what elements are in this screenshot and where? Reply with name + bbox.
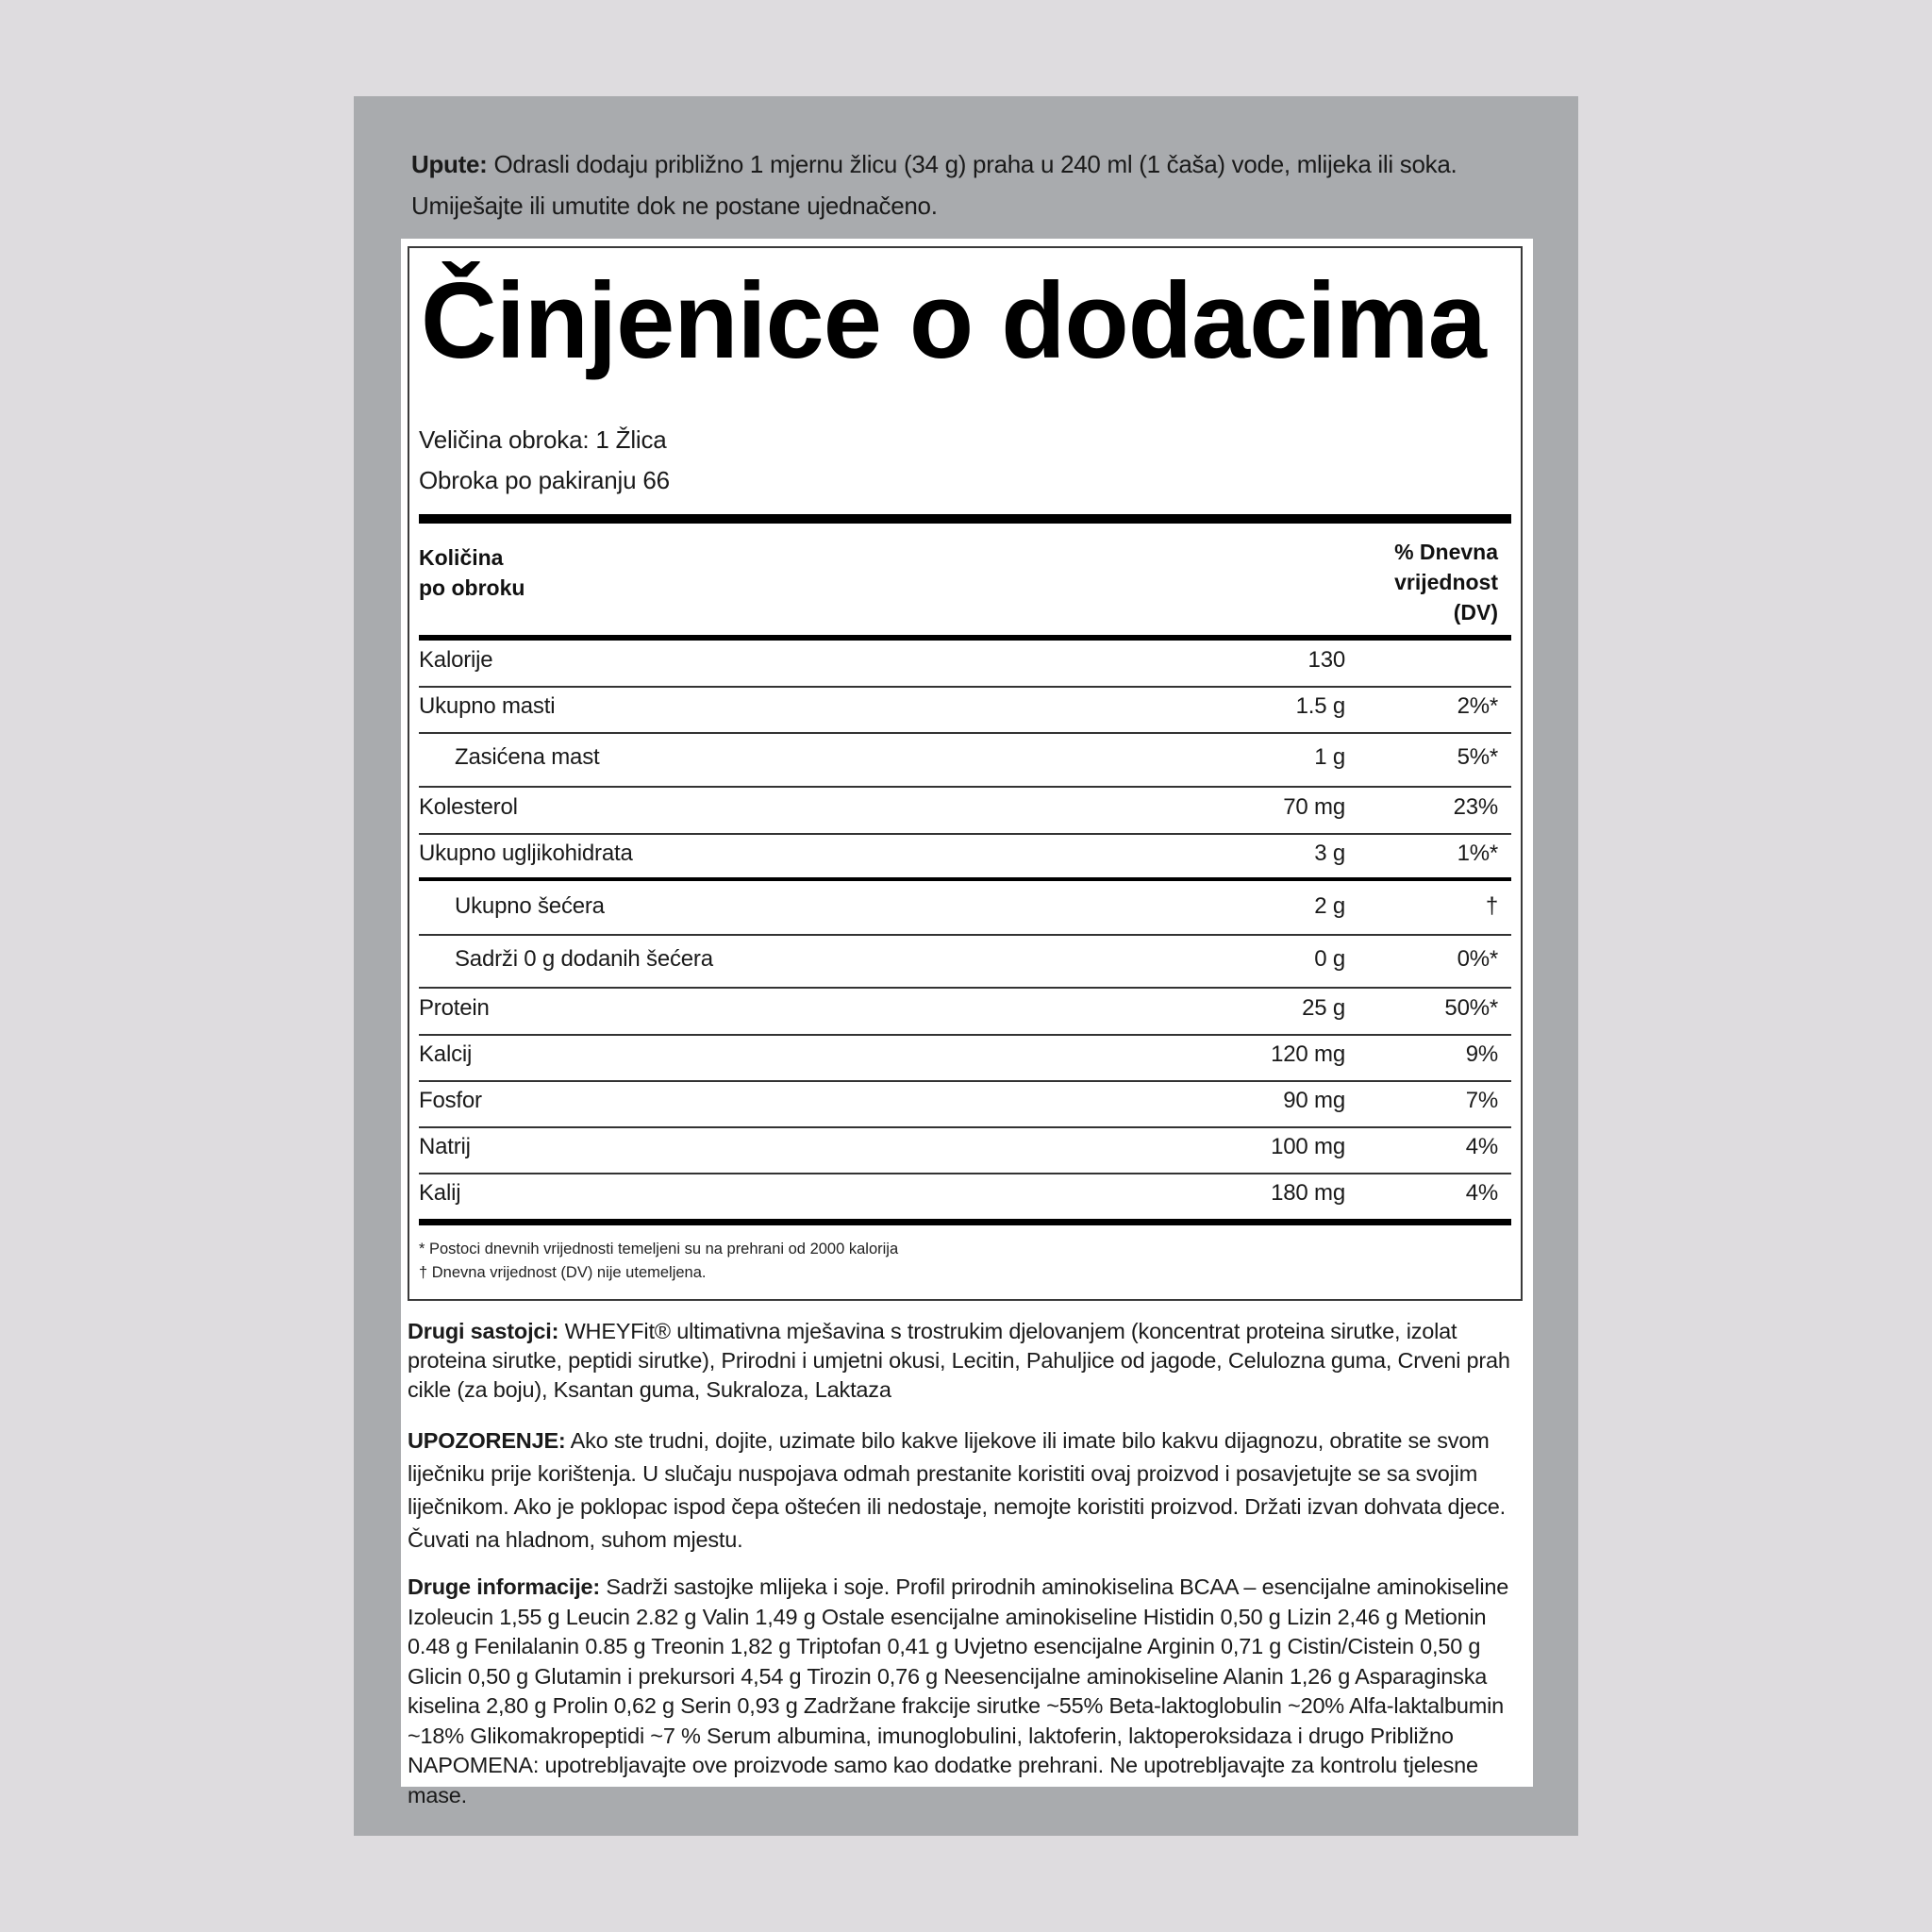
nutrient-dv: 23% <box>1453 794 1498 820</box>
nutrient-dv: 7% <box>1465 1088 1498 1113</box>
row-divider <box>419 732 1511 734</box>
nutrient-amount: 0 g <box>1314 946 1345 972</box>
nutrient-amount: 100 mg <box>1271 1134 1345 1159</box>
row-divider <box>419 1034 1511 1036</box>
nutrient-name: Fosfor <box>419 1088 482 1113</box>
row-divider <box>419 987 1511 989</box>
row-divider <box>419 934 1511 936</box>
dv-header-line-2: vrijednost <box>1394 570 1498 594</box>
directions-line-1: Odrasli dodaju približno 1 mjernu žlicu (34 g) praha u 240 ml (1 čaša) vode, mlijeka ili soka. <box>493 150 1457 178</box>
other-ingredients-text: WHEYFit® ultimativna mješavina s trostrukim djelovanjem (koncentrat proteina sirutke, izolat proteina sirutke, peptidi sirutke), Prirodni i umjetni okusi, Lecitin, Pahuljice od jagode, Celulozna guma, Crveni prah cikle (za boju), Ksantan guma, Sukraloza, Laktaza <box>408 1319 1510 1402</box>
row-divider <box>419 786 1511 788</box>
dv-header-line-3: (DV) <box>1453 600 1498 625</box>
warning-label: UPOZORENJE: <box>408 1428 566 1453</box>
nutrient-dv: 5%* <box>1457 744 1498 770</box>
nutrient-name: Ukupno šećera <box>455 893 605 919</box>
nutrient-amount: 90 mg <box>1283 1088 1345 1113</box>
other-information-label: Druge informacije: <box>408 1574 601 1599</box>
other-ingredients <box>408 1317 1521 1405</box>
nutrient-amount: 1.5 g <box>1295 693 1345 719</box>
nutrient-name: Sadrži 0 g dodanih šećera <box>455 946 713 972</box>
nutrient-amount: 25 g <box>1302 995 1345 1021</box>
nutrient-amount: 180 mg <box>1271 1180 1345 1206</box>
other-information <box>408 1573 1521 1810</box>
row-divider <box>419 1080 1511 1082</box>
daily-value-header <box>1394 537 1498 627</box>
nutrient-dv: 1%* <box>1457 841 1498 866</box>
warning <box>408 1424 1521 1557</box>
directions-line-2: Umiješajte ili umutite dok ne postane ujednačeno. <box>411 192 938 220</box>
nutrient-dv: † <box>1485 893 1498 919</box>
nutrient-amount: 1 g <box>1314 744 1345 770</box>
thick-rule-top <box>419 514 1511 524</box>
nutrient-name: Kolesterol <box>419 794 518 820</box>
nutrient-dv: 4% <box>1465 1180 1498 1206</box>
footnote-dagger: † Dnevna vrijednost (DV) nije utemeljena. <box>419 1264 707 1281</box>
footnote-daily-values: * Postoci dnevnih vrijednosti temeljeni su na prehrani od 2000 kalorija <box>419 1241 899 1257</box>
row-divider <box>419 1126 1511 1128</box>
nutrient-amount: 2 g <box>1314 893 1345 919</box>
row-divider <box>419 1173 1511 1174</box>
thick-rule-bottom <box>419 1219 1511 1225</box>
row-divider <box>419 833 1511 835</box>
facts-title: Činjenice o dodacima <box>421 261 1486 381</box>
nutrient-dv: 2%* <box>1457 693 1498 719</box>
amount-per-serving-header <box>419 542 525 603</box>
nutrient-amount: 120 mg <box>1271 1041 1345 1067</box>
nutrient-dv: 0%* <box>1457 946 1498 972</box>
nutrient-dv: 50%* <box>1444 995 1498 1021</box>
nutrient-dv: 9% <box>1465 1041 1498 1067</box>
nutrient-name: Ukupno ugljikohidrata <box>419 841 633 866</box>
nutrient-amount: 3 g <box>1314 841 1345 866</box>
serving-size: Veličina obroka: 1 Žlica <box>419 425 667 454</box>
amount-header-line-1: Količina <box>419 545 504 570</box>
nutrient-amount: 70 mg <box>1283 794 1345 820</box>
nutrient-name: Natrij <box>419 1134 471 1159</box>
amount-header-line-2: po obroku <box>419 575 525 600</box>
medium-rule <box>419 877 1511 881</box>
thick-rule-header <box>419 635 1511 641</box>
dv-header-line-1: % Dnevna <box>1394 540 1498 564</box>
warning-text: Ako ste trudni, dojite, uzimate bilo kakve lijekove ili imate bilo kakvu dijagnozu, obratite se svom liječniku prije korištenja. U slučaju nuspojava odmah prestanite koristiti ovaj proizvod i posavjetujte se sa svojim liječnikom. Ako je poklopac ispod čepa oštećen ili nedostaje, nemojte koristiti proizvod. Držati izvan dohvata djece. Čuvati na hladnom, suhom mjestu. <box>408 1428 1506 1552</box>
other-information-text: Sadrži sastojke mlijeka i soje. Profil prirodnih aminokiselina BCAA – esencijalne aminokiseline Izoleucin 1,55 g Leucin 2.82 g Valin 1,49 g Ostale esencijalne aminokiseline Histidin 0,50 g Lizin 2,46 g Metionin 0.48 g Fenilalanin 0.85 g Treonin 1,82 g Triptofan 0,41 g Uvjetno esencijalne Arginin 0,71 g Cistin/Cistein 0,50 g Glicin 0,50 g Glutamin i prekursori 4,54 g Tirozin 0,76 g Neesencijalne aminokiseline Alanin 1,26 g Asparaginska kiselina 2,80 g Prolin 0,62 g Serin 0,93 g Zadržane frakcije sirutke ~55% Beta-laktoglobulin ~20% Alfa-laktalbumin ~18% Glikomakropeptidi ~7 % Serum albumina, imunoglobulini, laktoferin, laktoperoksidaza i drugo Približno NAPOMENA: upotrebljavajte ove proizvode samo kao dodatke prehrani. Ne upotrebljavajte za kontrolu tjelesne mase. <box>408 1574 1509 1807</box>
nutrient-name: Kalij <box>419 1180 461 1206</box>
other-ingredients-label: Drugi sastojci: <box>408 1319 559 1343</box>
nutrient-name: Kalcij <box>419 1041 473 1067</box>
nutrient-name: Protein <box>419 995 490 1021</box>
directions-label: Upute: <box>411 150 488 178</box>
directions-text <box>411 143 1543 226</box>
nutrient-name: Kalorije <box>419 647 493 673</box>
supplement-facts-box <box>408 246 1523 1301</box>
servings-per-container: Obroka po pakiranju 66 <box>419 466 670 494</box>
row-divider <box>419 686 1511 688</box>
nutrient-name: Zasićena mast <box>455 744 600 770</box>
nutrient-name: Ukupno masti <box>419 693 556 719</box>
nutrient-amount: 130 <box>1307 647 1345 673</box>
nutrient-dv: 4% <box>1465 1134 1498 1159</box>
